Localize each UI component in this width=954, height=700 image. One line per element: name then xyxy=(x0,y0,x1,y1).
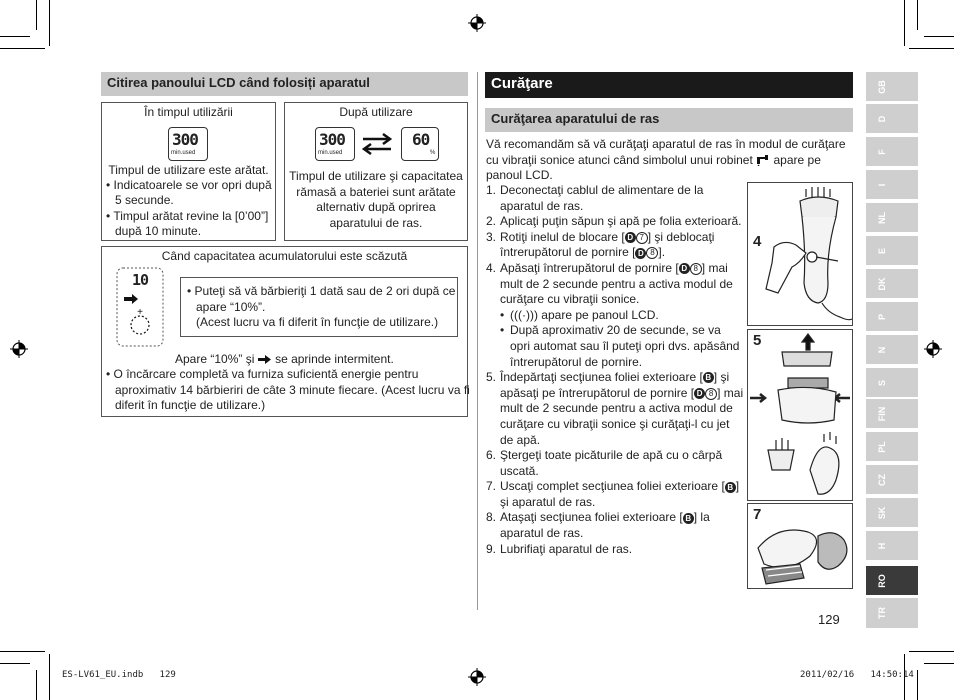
step-1: 1. Deconectaţi cablul de alimentare de la aparatul de ras. xyxy=(486,183,704,213)
crop-mark xyxy=(0,48,45,49)
lcd-value-battery: 60 xyxy=(412,130,430,149)
registration-mark-top xyxy=(468,14,486,32)
during-use-bullet-2: • Timpul arătat revine la [0’00”] după 10 minute. xyxy=(106,209,269,238)
crop-mark xyxy=(904,0,905,46)
language-tab-gb[interactable] xyxy=(866,72,918,101)
lcd-sublabel-battery: % xyxy=(430,150,436,156)
language-tab-label: I xyxy=(877,183,887,186)
language-tab-pl[interactable] xyxy=(866,432,918,461)
language-tab-label: S xyxy=(877,379,887,386)
lcd-value: 300 xyxy=(172,130,198,149)
during-use-heading: În timpul utilizării xyxy=(144,105,233,119)
figure-4 xyxy=(747,182,853,326)
registration-mark-right xyxy=(924,340,942,358)
language-tab-label: E xyxy=(877,247,887,254)
language-tab-label: CZ xyxy=(877,473,887,486)
language-tab-label: RO xyxy=(877,573,887,588)
appear-text-a: Apare “10%” şi xyxy=(175,352,255,366)
step-4-sub-2: • După aproximativ 20 de secunde, se va opri automat sau îl puteţi opri dvs. apăsând întrerupătorul de pornire. xyxy=(500,323,740,369)
badge-d: D xyxy=(635,248,646,259)
badge-d: D xyxy=(679,263,690,274)
low-battery-box xyxy=(101,246,468,417)
cleaning-title: Curăţare xyxy=(485,72,853,98)
crop-mark xyxy=(917,0,918,30)
language-tab-label: D xyxy=(877,115,887,122)
crop-mark xyxy=(917,670,918,700)
language-tab-cz[interactable] xyxy=(866,465,918,494)
language-tab-e[interactable] xyxy=(866,236,918,265)
steps-list xyxy=(486,183,744,557)
language-tab-f[interactable] xyxy=(866,137,918,166)
figure-5 xyxy=(747,329,853,501)
figure-5-number: 5 xyxy=(753,332,762,349)
callout-8: 8 xyxy=(690,263,702,275)
crop-mark xyxy=(49,0,50,46)
lcd-display-battery xyxy=(401,127,439,161)
language-tab-label: PL xyxy=(877,440,887,453)
language-tab-s[interactable] xyxy=(866,368,918,397)
language-tab-label: SK xyxy=(877,506,887,519)
callout-8: 8 xyxy=(646,247,658,259)
crop-mark xyxy=(924,36,954,37)
cleaning-subtitle: Curăţarea aparatului de ras xyxy=(485,108,853,132)
alternate-arrows-icon xyxy=(361,133,393,155)
badge-b: B xyxy=(725,482,736,493)
shaver-hand-illustration xyxy=(748,183,852,325)
shaves-note xyxy=(180,277,458,337)
badge-b: B xyxy=(683,513,694,524)
step-6: 6. Ştergeţi toate picăturile de apă cu o cârpă uscată. xyxy=(486,448,723,478)
step-4-sub-1: • (((·))) apare pe panoul LCD. xyxy=(500,307,659,322)
badge-b: B xyxy=(703,372,714,383)
crop-mark xyxy=(924,663,954,664)
drying-illustration xyxy=(748,504,852,588)
language-tab-i[interactable] xyxy=(866,170,918,199)
language-tab-dk[interactable] xyxy=(866,269,918,298)
during-use-box xyxy=(101,102,276,241)
foil-removal-illustration xyxy=(748,330,852,500)
language-tab-p[interactable] xyxy=(866,302,918,331)
shaves-note-extra: (Acest lucru va fi diferit în funcţie de utilizare.) xyxy=(196,315,439,329)
appear-text-b: se aprinde intermitent. xyxy=(275,352,394,366)
language-tab-label: P xyxy=(877,313,887,320)
language-tab-label: DK xyxy=(877,277,887,290)
registration-mark-left xyxy=(10,340,28,358)
language-tab-label: FIN xyxy=(877,406,887,421)
step-4: 4. Apăsaţi întrerupătorul de pornire [ D 8 ] mai mult de 2 secunde pentru a activa modul de curăţare cu vibraţii sonice. xyxy=(486,260,733,307)
language-tab-h[interactable] xyxy=(866,531,918,560)
language-tab-label: GB xyxy=(877,79,887,94)
language-tab-label: TR xyxy=(877,607,887,619)
language-tab-label: F xyxy=(877,148,887,155)
callout-7: 7 xyxy=(636,232,648,244)
intro-text-a: Vă recomandăm să vă curăţaţi aparatul de ras în modul de curăţare cu vibraţii sonice atunci când simbolul unui robinet xyxy=(486,137,846,167)
intro-text-b: apare pe panoul LCD. xyxy=(486,152,821,182)
language-tab-n[interactable] xyxy=(866,335,918,364)
footer-file: ES-LV61_EU.indb 129 xyxy=(62,670,176,680)
badge-d: D xyxy=(694,388,705,399)
step-9: 9. Lubrifiaţi aparatul de ras. xyxy=(486,541,633,556)
lcd-display xyxy=(168,127,208,161)
shaves-note-bullet: • Puteţi să vă bărbieriţi 1 dată sau de 2 ori după ce apare “10%”. xyxy=(187,284,456,314)
low-battery-lcd-value: 10 xyxy=(132,271,149,289)
language-tab-label: N xyxy=(877,346,887,353)
low-battery-heading: Când capacitatea acumulatorului este scăzută xyxy=(161,249,408,263)
crop-mark xyxy=(909,48,954,49)
registration-mark-bottom xyxy=(468,668,486,686)
badge-d: D xyxy=(625,232,636,243)
lcd-sublabel-time: min.used xyxy=(318,150,343,156)
callout-8: 8 xyxy=(705,388,717,400)
step-5: 5. Îndepărtaţi secţiunea foliei exterioare [ B ] şi apăsaţi pe întrerupătorul de pornire [ D 8 ] mai mult de 2 secunde pentru a activa modul de curăţare cu vibraţii sonice şi curăţaţi-l cu jet de apă. xyxy=(486,370,744,447)
language-tab-tr[interactable] xyxy=(866,598,918,628)
figure-7 xyxy=(747,503,853,589)
language-tab-fin[interactable] xyxy=(866,399,918,428)
column-divider xyxy=(477,72,478,610)
faucet-icon xyxy=(756,154,770,166)
page-number: 129 xyxy=(818,612,840,627)
footer-datetime: 2011/02/16 14:50:14 xyxy=(800,670,914,680)
crop-mark xyxy=(36,0,37,30)
language-tab-ro[interactable] xyxy=(866,566,918,595)
crop-mark xyxy=(0,36,30,37)
lcd-value-time: 300 xyxy=(319,130,345,149)
during-use-bullet-1: • Indicatoarele se vor opri după 5 secunde. xyxy=(106,178,272,207)
crop-mark xyxy=(36,670,37,700)
language-tab-label: H xyxy=(877,542,887,549)
after-use-text: Timpul de utilizare şi capacitatea rămasă a bateriei sunt arătate alternativ după oprirea aparatului de ras. xyxy=(289,169,463,230)
crop-mark xyxy=(909,651,954,652)
crop-mark xyxy=(0,651,45,652)
crop-mark xyxy=(0,663,30,664)
after-use-heading: După utilizare xyxy=(339,105,413,119)
step-2: 2. Aplicaţi puţin săpun şi apă pe folia exterioară. xyxy=(486,214,742,229)
after-use-box xyxy=(284,102,468,241)
language-tab-nl[interactable] xyxy=(866,203,918,232)
low-battery-bullet: • O încărcare completă va furniza suficientă energie pentru aproximativ 14 bărbieriri de câte 3 minute fiecare. (Acest lucru va fi diferit în funcţie de utilizare.) xyxy=(106,367,470,412)
language-tab-label: NL xyxy=(877,211,887,224)
plug-icon xyxy=(258,355,272,364)
cleaning-intro xyxy=(486,137,848,184)
during-use-text: Timpul de utilizare este arătat. xyxy=(108,163,269,177)
svg-text:+: + xyxy=(137,307,143,318)
step-7: 7. Uscaţi complet secţiunea foliei exterioare [ B ] şi aparatul de ras. xyxy=(486,479,740,509)
figure-4-number: 4 xyxy=(753,233,762,250)
figure-7-number: 7 xyxy=(753,506,762,523)
step-8: 8. Ataşaţi secţiunea foliei exterioare [ B ] la aparatul de ras. xyxy=(486,510,710,541)
step-3: 3. Rotiţi inelul de blocare [ D 7 ] şi deblocaţi întrerupătorul de pornire [ D 8 ]. xyxy=(486,229,715,260)
crop-mark xyxy=(49,654,50,700)
appear-text xyxy=(175,352,394,366)
left-section-title: Citirea panoului LCD când folosiți aparatul xyxy=(101,72,468,96)
lcd-display-time xyxy=(315,127,355,161)
lcd-sublabel: min.used xyxy=(171,150,196,156)
language-tab-sk[interactable] xyxy=(866,498,918,527)
language-tab-d[interactable] xyxy=(866,104,918,133)
